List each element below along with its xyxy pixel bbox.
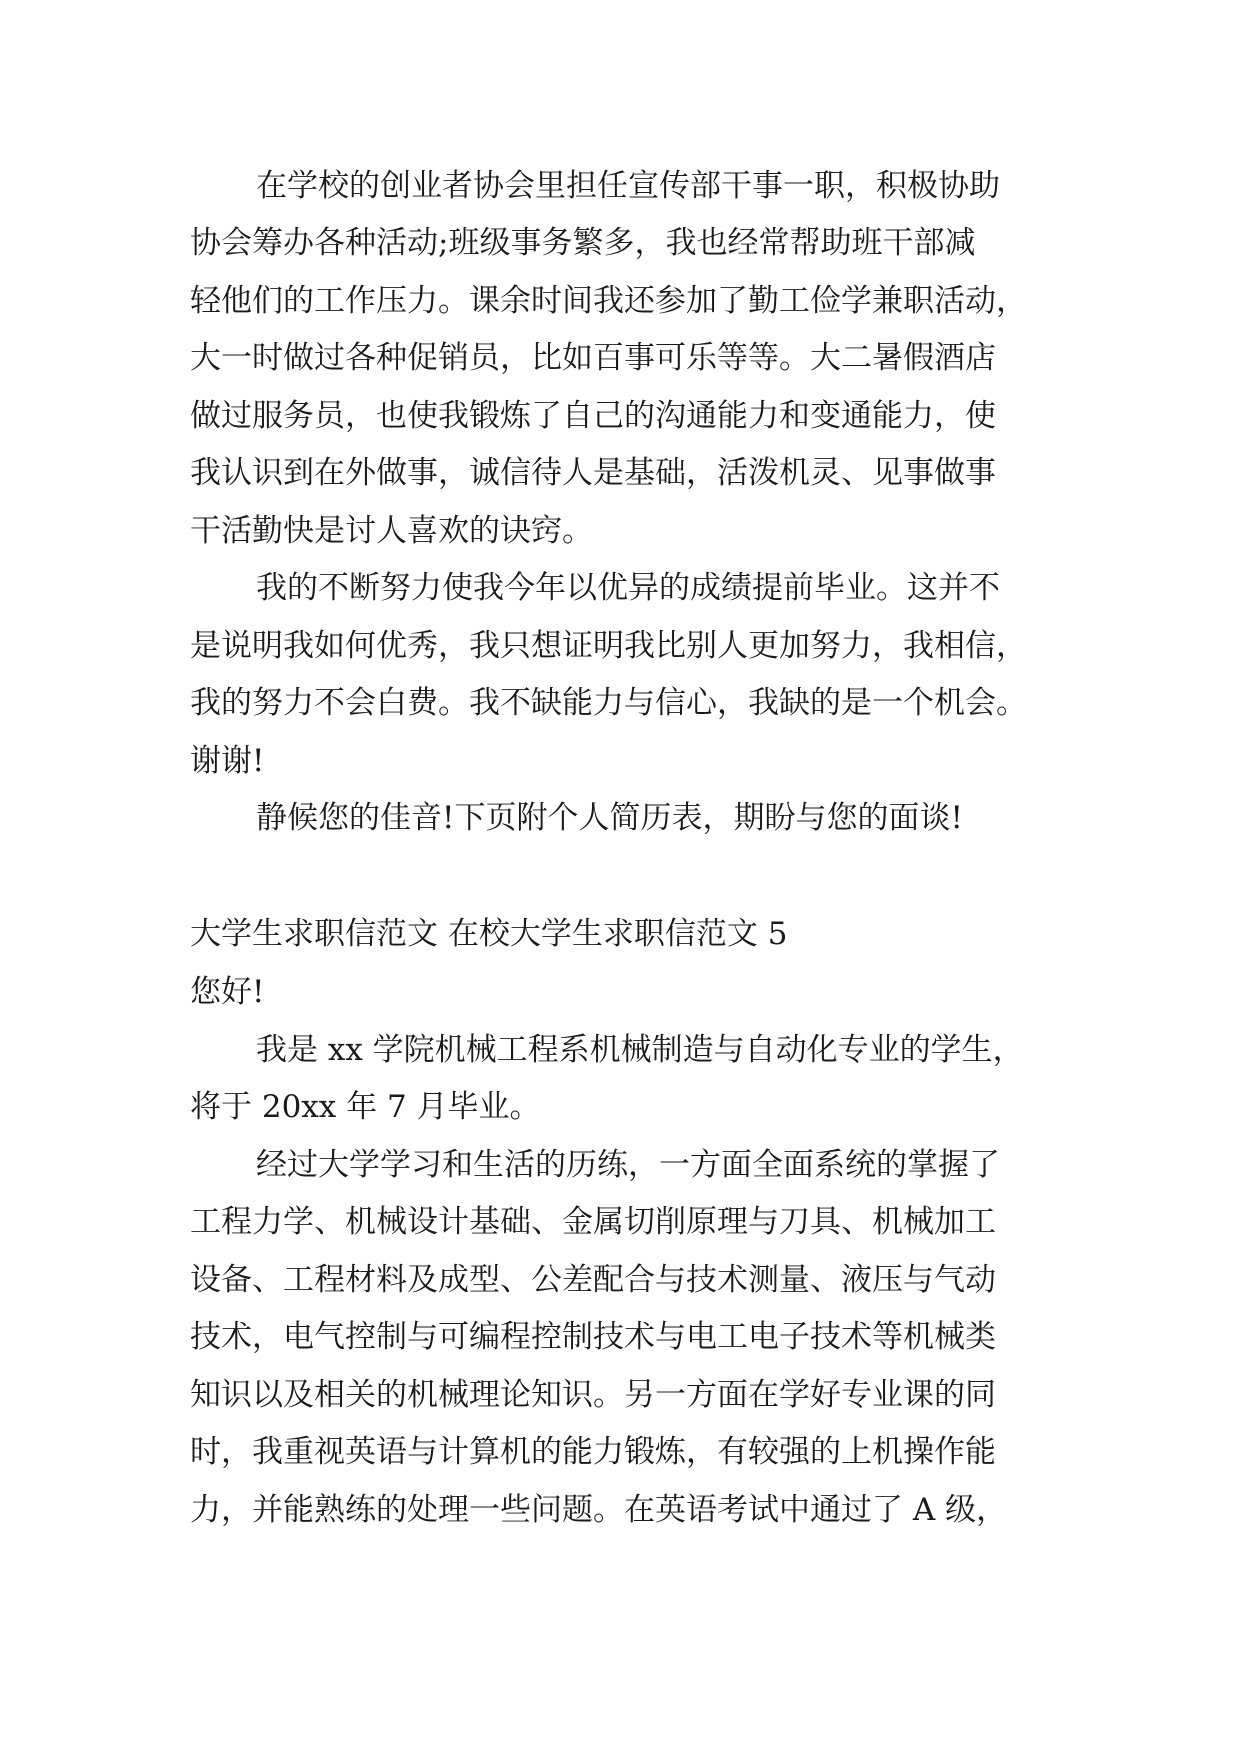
text-line: 我的努力不会白费。我不缺能力与信心，我缺的是一个机会。 — [190, 685, 1027, 721]
text-line: 设备、工程材料及成型、公差配合与技术测量、液压与气动 — [190, 1262, 996, 1298]
text-line: 我是 xx 学院机械工程系机械制造与自动化专业的学生， — [256, 1032, 1024, 1068]
text-line: 谢谢! — [190, 743, 265, 779]
text-line: 我的不断努力使我今年以优异的成绩提前毕业。这并不 — [256, 570, 1000, 606]
greeting: 您好! — [190, 974, 265, 1010]
section-heading: 大学生求职信范文 在校大学生求职信范文 5 — [190, 916, 788, 952]
text-line: 力，并能熟练的处理一些问题。在英语考试中通过了 A 级， — [190, 1492, 1008, 1528]
text-line: 轻他们的工作压力。课余时间我还参加了勤工俭学兼职活动， — [190, 283, 1027, 319]
text-line: 工程力学、机械设计基础、金属切削原理与刀具、机械加工 — [190, 1204, 996, 1240]
text-line: 知识以及相关的机械理论知识。另一方面在学好专业课的同 — [190, 1377, 996, 1413]
text-line: 协会筹办各种活动;班级事务繁多，我也经常帮助班干部减 — [190, 225, 976, 261]
text-line: 干活勤快是讨人喜欢的诀窍。 — [190, 513, 593, 549]
text-line: 将于 20xx 年 7 月毕业。 — [190, 1089, 541, 1125]
text-line: 做过服务员，也使我锻炼了自己的沟通能力和变通能力，使 — [190, 398, 996, 434]
text-line: 大一时做过各种促销员，比如百事可乐等等。大二暑假酒店 — [190, 340, 996, 376]
text-line: 是说明我如何优秀，我只想证明我比别人更加努力，我相信， — [190, 628, 1027, 664]
text-line: 时，我重视英语与计算机的能力锻炼，有较强的上机操作能 — [190, 1434, 996, 1470]
text-line: 静候您的佳音!下页附个人简历表，期盼与您的面谈! — [256, 800, 963, 836]
text-line: 技术，电气控制与可编程控制技术与电工电子技术等机械类 — [190, 1319, 996, 1355]
text-line: 在学校的创业者协会里担任宣传部干事一职，积极协助 — [256, 168, 1000, 204]
text-line: 我认识到在外做事，诚信待人是基础，活泼机灵、见事做事 — [190, 455, 996, 491]
text-line: 经过大学学习和生活的历练，一方面全面系统的掌握了 — [256, 1147, 1000, 1183]
